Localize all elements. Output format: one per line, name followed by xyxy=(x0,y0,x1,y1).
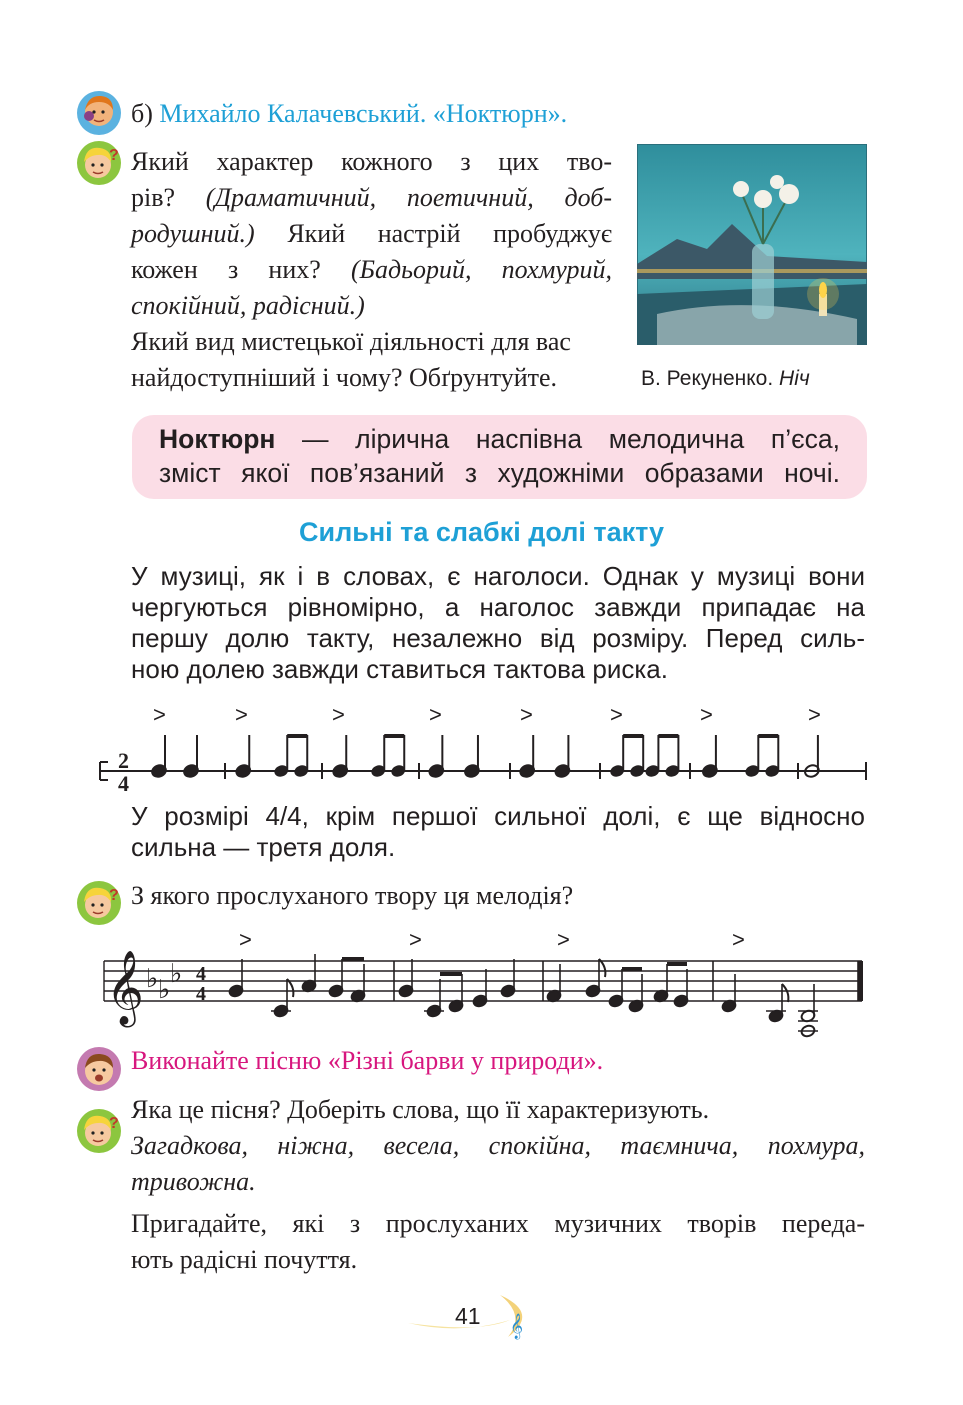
svg-text:?: ? xyxy=(109,147,119,164)
question-boy-icon xyxy=(76,1108,122,1154)
accent-mark: > xyxy=(732,927,745,952)
melody-time-top: 4 xyxy=(196,963,206,985)
q1-line-6: Який вид мистецької діяльності для вас xyxy=(131,327,571,356)
treble-clef-icon: 𝄞 xyxy=(106,951,144,1025)
painting-night-image xyxy=(637,144,867,345)
accent-mark: > xyxy=(520,702,533,727)
painting-caption xyxy=(641,365,810,393)
note-flag xyxy=(599,959,605,977)
sing-boy-icon xyxy=(76,1046,122,1092)
flat-icon: ♭ xyxy=(146,964,159,994)
section-b-title xyxy=(131,96,567,132)
q1-line-1: Який характер кожного з цих тво- xyxy=(131,147,612,176)
svg-text:?: ? xyxy=(109,887,119,904)
accent-mark: > xyxy=(429,702,442,727)
rhythm-time-top: 2 xyxy=(118,748,129,773)
q3-line-2: Загадкова, ніжна, весела, спокійна, таємнича, похмура, xyxy=(131,1131,865,1160)
para2-line-2: сильна — третя доля. xyxy=(131,832,396,862)
para1-line-2: чергуються рівномірно, а наголос завжди припадає на xyxy=(131,592,865,622)
q1-line-2: рів? (Драматичний, поетичний, доб- xyxy=(131,183,612,212)
accent-mark: > xyxy=(610,702,623,727)
rhythm-notation xyxy=(90,700,875,800)
definition-line-2: зміст якої пов’язаний з художніми образами ночі. xyxy=(159,458,840,488)
accent-mark: > xyxy=(700,702,713,727)
painting-author: В. Рекуненко. xyxy=(641,367,774,390)
treble-clef-icon: 𝄞 xyxy=(510,1314,524,1339)
question-boy-icon xyxy=(76,140,122,186)
q3-line-4: Пригадайте, які з прослуханих музичних творів переда- xyxy=(131,1209,865,1238)
q3-line-1: Яка це пісня? Доберіть слова, що її характеризують. xyxy=(131,1095,710,1124)
section-heading: Сильні та слабкі долі такту xyxy=(298,517,665,547)
painting-title: Ніч xyxy=(779,367,810,390)
note-flag xyxy=(782,984,788,1002)
section-b-prefix: б) xyxy=(131,99,153,128)
section-b-work: Михайло Калачевський. «Ноктюрн». xyxy=(159,99,568,128)
q3-line-3: тривожна. xyxy=(131,1167,256,1196)
page-number: 41 xyxy=(455,1303,481,1329)
accent-mark: > xyxy=(332,702,345,727)
q1-line-3: родушний.) Який настрій пробуджує xyxy=(131,219,613,248)
accent-mark: > xyxy=(239,927,252,952)
melody-notation xyxy=(96,925,871,1045)
listen-icon xyxy=(76,90,122,136)
para1-line-1: У музиці, як і в словах, є наголоси. Однак у музиці вони xyxy=(131,561,865,591)
q3-line-5: ють радісні почуття. xyxy=(131,1245,358,1274)
question-2: З якого прослуханого твору ця мелодія? xyxy=(131,881,574,910)
melody-time-bottom: 4 xyxy=(196,983,206,1005)
para1-line-3: першу долю такту, незалежно від розміру. Перед силь- xyxy=(131,623,865,653)
q1-line-7: найдоступніший і чому? Обґрунтуйте. xyxy=(131,363,558,392)
paragraph-1 xyxy=(131,561,865,685)
question-boy-icon xyxy=(76,880,122,926)
accent-mark: > xyxy=(153,702,166,727)
accent-mark: > xyxy=(409,927,422,952)
definition-text xyxy=(159,422,840,490)
accent-mark: > xyxy=(557,927,570,952)
paragraph-2 xyxy=(131,801,865,863)
q1-line-5: спокійний, радісний.) xyxy=(131,291,365,320)
flat-icon: ♭ xyxy=(158,975,171,1005)
note-flag xyxy=(287,979,293,997)
definition-term: Ноктюрн xyxy=(159,424,276,454)
para1-line-4: ною долею завжди ставиться тактова риска. xyxy=(131,654,668,684)
accent-mark: > xyxy=(808,702,821,727)
para2-line-1: У розмірі 4/4, крім першої сильної долі, є ще відносно xyxy=(131,801,865,831)
definition-line-1: Ноктюрн — лірична наспівна мелодична п’єса, xyxy=(159,424,840,454)
q1-line-4: кожен з них? (Бадьорий, похмурий, xyxy=(131,255,612,284)
question-3 xyxy=(131,1092,865,1278)
question-1 xyxy=(131,144,612,396)
svg-text:?: ? xyxy=(109,1115,119,1132)
rhythm-time-bottom: 4 xyxy=(118,771,129,796)
task-sing: Виконайте пісню «Різні барви у природи». xyxy=(131,1046,604,1075)
accent-mark: > xyxy=(235,702,248,727)
flat-icon: ♭ xyxy=(170,959,183,989)
